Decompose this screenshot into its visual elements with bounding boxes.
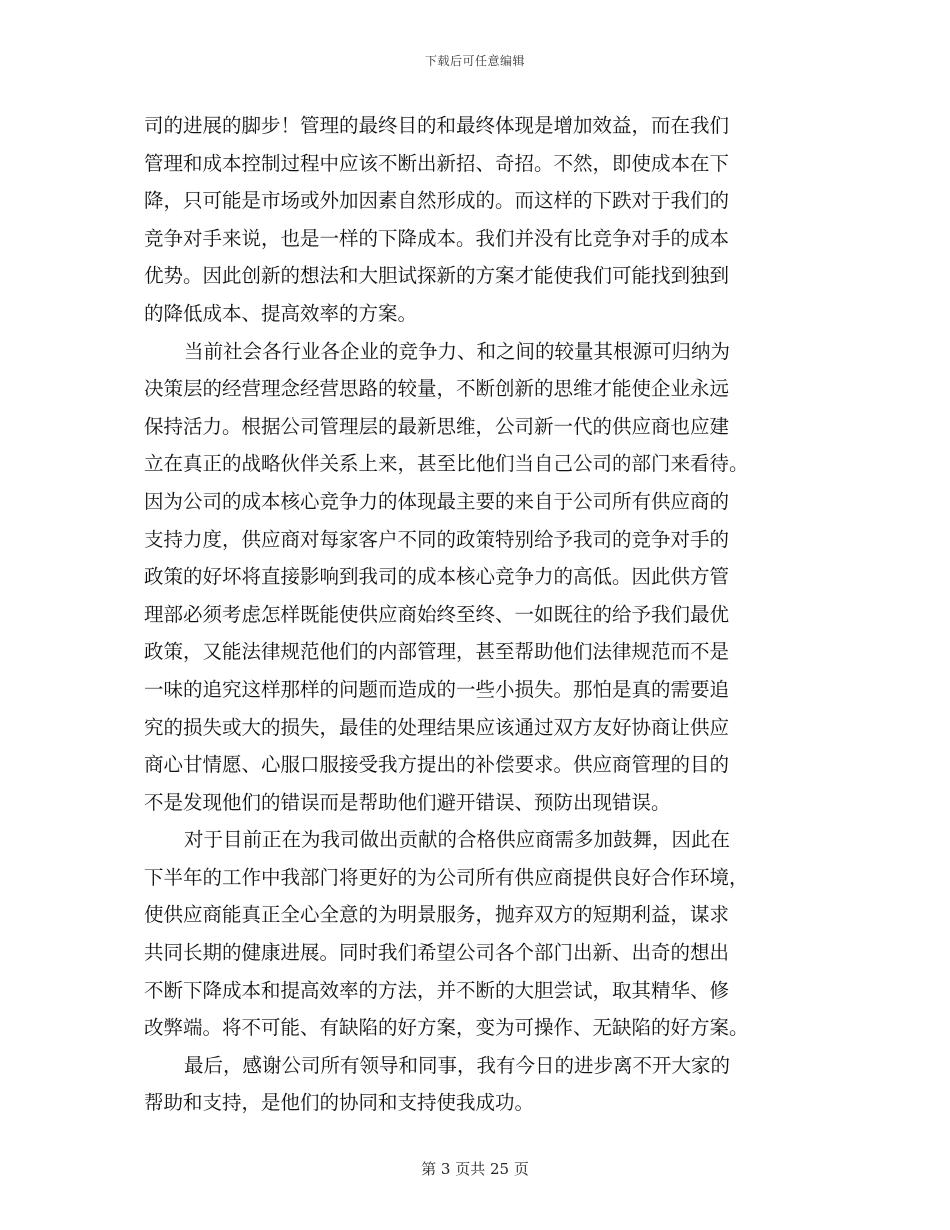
text-line: 一味的追究这样那样的问题而造成的一些小损失。那怕是真的需要追 — [144, 677, 730, 701]
text-line: 的降低成本、提高效率的方案。 — [144, 301, 418, 325]
text-line: 决策层的经营理念经营思路的较量，不断创新的思维才能使企业永远 — [144, 377, 730, 401]
text-line: 管理和成本控制过程中应该不断出新招、奇招。不然，即使成本在下 — [144, 151, 730, 175]
paragraph-first-line: 最后，感谢公司所有领导和同事，我有今日的进步离不开大家的 — [184, 1053, 731, 1077]
text-line: 改弊端。将不可能、有缺陷的好方案，变为可操作、无缺陷的好方案。 — [144, 1016, 749, 1040]
text-line: 商心甘情愿、心服口服接受我方提出的补偿要求。供应商管理的目的 — [144, 753, 730, 777]
text-line: 政策，又能法律规范他们的内部管理，甚至帮助他们法律规范而不是 — [144, 640, 730, 664]
page-footer: 第 3 页共 25 页 — [421, 1160, 529, 1178]
text-line: 不断下降成本和提高效率的方法，并不断的大胆尝试，取其精华、修 — [144, 978, 730, 1002]
text-line: 不是发现他们的错误而是帮助他们避开错误、预防出现错误。 — [144, 790, 671, 814]
paragraph-first-line: 当前社会各行业各企业的竞争力、和之间的较量其根源可归纳为 — [184, 339, 731, 363]
text-line: 支持力度，供应商对每家客户不同的政策特别给予我司的竞争对手的 — [144, 527, 730, 551]
text-line: 因为公司的成本核心竞争力的体现最主要的来自于公司所有供应商的 — [144, 489, 730, 513]
text-line: 保持活力。根据公司管理层的最新思维，公司新一代的供应商也应建 — [144, 414, 730, 438]
text-line: 共同长期的健康进展。同时我们希望公司各个部门出新、出奇的想出 — [144, 941, 730, 965]
text-line: 优势。因此创新的想法和大胆试探新的方案才能使我们可能找到独到 — [144, 264, 730, 288]
text-line: 帮助和支持，是他们的协同和支持使我成功。 — [144, 1091, 535, 1115]
text-line: 下半年的工作中我部门将更好的为公司所有供应商提供良好合作环境， — [144, 865, 749, 889]
document-body — [144, 107, 808, 1122]
paragraph-first-line: 对于目前正在为我司做出贡献的合格供应商需多加鼓舞，因此在 — [184, 828, 731, 852]
text-line: 究的损失或大的损失，最佳的处理结果应该通过双方友好协商让供应 — [144, 715, 730, 739]
text-line: 竞争对手来说，也是一样的下降成本。我们并没有比竞争对手的成本 — [144, 226, 730, 250]
text-line: 政策的好坏将直接影响到我司的成本核心竞争力的高低。因此供方管 — [144, 565, 730, 589]
text-line: 降，只可能是市场或外加因素自然形成的。而这样的下跌对于我们的 — [144, 189, 730, 213]
text-line: 使供应商能真正全心全意的为明景服务，抛弃双方的短期利益，谋求 — [144, 903, 730, 927]
page-header: 下载后可任意编辑 — [424, 54, 525, 68]
text-line: 司的进展的脚步！管理的最终目的和最终体现是增加效益，而在我们 — [144, 114, 730, 137]
text-line: 立在真正的战略伙伴关系上来，甚至比他们当自己公司的部门来看待。 — [144, 452, 749, 476]
text-line: 理部必须考虑怎样既能使供应商始终至终、一如既往的给予我们最优 — [144, 602, 730, 626]
